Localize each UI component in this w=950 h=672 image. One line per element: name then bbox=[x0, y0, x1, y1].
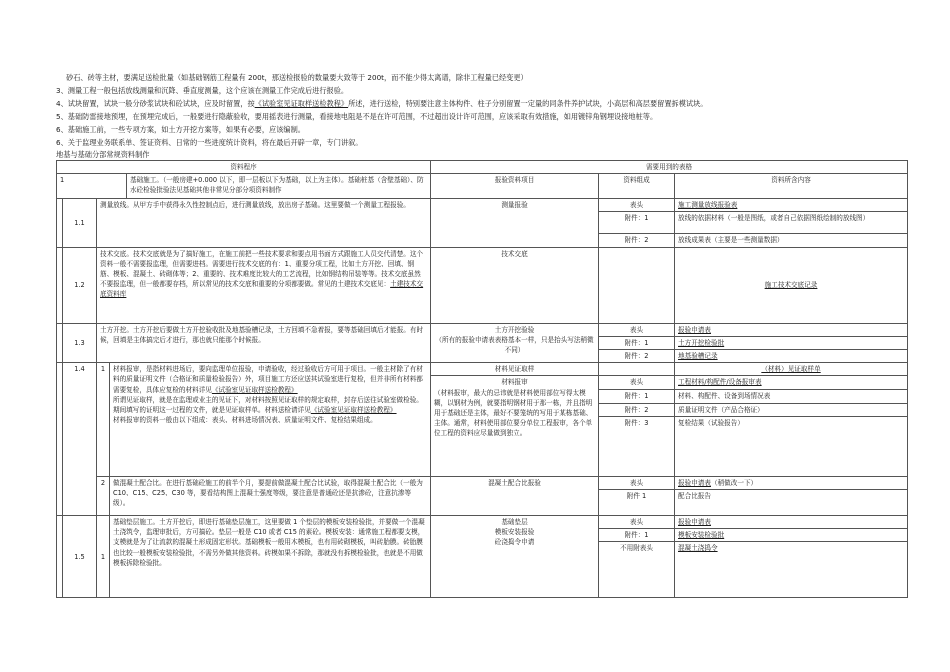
item-content[interactable]: （材料）见证取样单 bbox=[675, 363, 908, 376]
section-row bbox=[57, 174, 908, 199]
item-content[interactable]: 模板安装检验批 bbox=[675, 529, 908, 542]
item-content[interactable]: 报验申请表 bbox=[675, 323, 908, 336]
intro-line-3-a: 4、试块留置，试块一般分砂浆试块和砼试块，应及时留置，按 bbox=[56, 99, 255, 108]
report-form-link[interactable]: 报验申请表 bbox=[678, 478, 711, 487]
item-content: 质量证明文件（产品合格证） bbox=[675, 403, 908, 416]
tech-disclosure-library-link[interactable]: 土建技术交底资料库 bbox=[100, 280, 424, 299]
foundation-docs-table bbox=[56, 160, 908, 598]
intro-line-3-b: 所述，进行送检，特别要注意主体构件、柱子分别留置一定量的同条件养护试块，小高层和高层要留置拆模试块。 bbox=[348, 99, 708, 108]
table-row bbox=[57, 516, 908, 529]
procedure-text: 基础垫层施工。土方开挖后，即进行基础垫层施工，这里要做 1 个垫层的模板安装检验批，并要做一个混凝土浇筑令，监理审批后，方可搞砼。垫层一般是 C10 或者 C15 的素砼。模板安装：通常施工程都要支模，支模就是为了让流款的混凝土形成固定形状。基础模板一般用木模板，也有用砖砌模板，叫砖胎膜。砖胎膜也比较一般模板安装检验批，不需另外做其他资料。砖模如果不拆除，那就没有拆模检验批，也就是不用做模板拆除检验批。 bbox=[110, 516, 431, 598]
row-id: 1.1 bbox=[63, 199, 97, 247]
item-content[interactable]: 地基验槽记录 bbox=[675, 350, 908, 363]
item-content[interactable]: 土方开挖检验批 bbox=[675, 336, 908, 349]
item-label: 附件：2 bbox=[599, 403, 675, 416]
procedure-text-main: 技术交底。技术交底就是为了搞好施工，在施工前把一些技术要求和要点用书面方式跟施工人员交代清楚。这个资料一般不需要报监理，但需要进档。需要进行技术交底的有：1、重要分项工程，比如土方开挖、回填、钢筋、模板、混凝土、砖砌体等；2、重要的、技术难度比较大的工艺流程，比如钢结构吊装等等。技术交底虽然不要报监理，但一般都要存档，所以常见的技术交底和重要的分项都要做。常见的土建技术交底见： bbox=[100, 249, 424, 289]
composition-header: 资料组成 bbox=[599, 174, 675, 199]
report-item-note: （材料报审，最大的忌讳就是材料使用部位写得太模糊，以钢材为例，就要指明钢材用于那一栋，并且指明用于基础还是主体，最好不要笼统的写用于某栋基础、主体。通常，材料使用部位要分单位工程报审，各个单位工程的资料应尽量做到独立。 bbox=[434, 388, 593, 438]
content-header: 资料所含内容 bbox=[675, 174, 908, 199]
row-id: 1.5 bbox=[63, 516, 97, 598]
item-suffix: （稍做改一下） bbox=[710, 478, 758, 487]
report-item-title: 基础垫层 bbox=[501, 518, 528, 527]
sub-id: 2 bbox=[97, 476, 110, 515]
procedure-text bbox=[97, 247, 431, 323]
sample-inspection-link[interactable]: 《试验室见证取样送检教程》 bbox=[310, 406, 397, 415]
table-row bbox=[57, 323, 908, 336]
intro-line-5: 6、基础施工前，一些专项方案，如土方开挖方案等，如果有必要，应该编制。 bbox=[56, 125, 305, 134]
row-id: 1.3 bbox=[63, 323, 97, 363]
item-label: 附件：1 bbox=[599, 212, 675, 234]
table-row bbox=[57, 476, 908, 489]
intro-line-6: 6、关于监理业务联系单、签证资料、日常的一些进度统计资料，将在最后开辟一章，专门讲叙。 bbox=[56, 138, 363, 147]
item-label: 附件：1 bbox=[599, 336, 675, 349]
procedure-text: 材料报审，是指材料进场后，要向监理单位报验，申请验收，经过验收后方可用于项目。一般主材除了有材料的质量证明文件（合格证和质量检验报告）外，项目施工方还应送其试验室进行复检，但并非所有材料都需要复检，具体应复检的材料详见《试验室见证取样送检教程》 所谓见证取样，就是在监理或业主的见证下，对材料按照见证取样的规定取样，封存后送往试验室做检验。期间填写的证明这一过程的文件，就是见证取样单。材料送检请详见《试验室见证取样送检教程》 材料报审的资料一般由以下组成：表头、材料进场情况表、质量证明文件、复检结果组成。 bbox=[110, 363, 431, 477]
report-item bbox=[431, 376, 599, 476]
item-content: 材料、构配件、设备到场情况表 bbox=[675, 389, 908, 403]
report-item-note: （所有的报验申请表表格基本一样，只是抬头写法稍微不同） bbox=[435, 335, 594, 355]
row-id: 1.4 bbox=[63, 363, 97, 516]
intro-line-4: 5、基础防雷接地预埋，在预埋完成后，一般要进行隐蔽验收，要用摇表进行测量，看接地电阻是不是在许可范围，不过超出设计许可范围，应该采取有效措施，如用镀锌角钢埋设接地桩等。 bbox=[56, 112, 658, 121]
table-row bbox=[57, 363, 908, 376]
needed-forms-header: 需要用到的表格 bbox=[431, 161, 908, 174]
item-content: 配合比报告 bbox=[675, 490, 908, 516]
report-item-title-3: 砼浇捣令申请 bbox=[494, 538, 535, 547]
table-row bbox=[57, 199, 908, 212]
report-item-title: 材料报审 bbox=[501, 378, 528, 387]
item-content bbox=[675, 476, 908, 489]
item-label: 表头 bbox=[599, 376, 675, 389]
report-item-header: 报验资料项目 bbox=[431, 174, 599, 199]
report-item-title-2: 模板安装报验 bbox=[494, 528, 535, 537]
section-text: 基础施工。（一般房建+0.000 以下，即一层板以下为基础，以上为主体）。基础桩基（含壁基础）、防水砼检验批验法见基础其他非常见分部分项资料制作 bbox=[127, 174, 431, 199]
sample-inspection-link[interactable]: 《试验室见证取样送检教程》 bbox=[211, 385, 298, 394]
sub-id: 1 bbox=[97, 516, 110, 598]
report-item: 测量报验 bbox=[431, 199, 599, 247]
report-item: 材料见证取样 bbox=[431, 363, 599, 376]
item-label: 表头 bbox=[599, 323, 675, 336]
item-label: 表头 bbox=[599, 476, 675, 489]
table-header-row bbox=[57, 161, 908, 174]
report-item: 技术交底 bbox=[431, 247, 599, 323]
item-label: 附件：2 bbox=[599, 350, 675, 363]
item-content[interactable]: 工程材料/构配件/设备报审表 bbox=[675, 376, 908, 389]
sample-inspection-link[interactable]: 《试验室见证取样送检教程》 bbox=[254, 99, 349, 108]
procedure-text: 做混凝土配合比。在进行基础砼施工的前半个月，要提前做混凝土配合比试验，取得混凝土配合比（一般为 C10、C15、C25、C30 等，要看结构图上混凝土强度等级，要注意是普通砼还是抗渗砼，注意抗渗等级）。 bbox=[110, 476, 431, 515]
item-label: 附件：1 bbox=[599, 529, 675, 542]
intro-line-2: 3、测量工程一般包括放线测量和沉降、垂直度测量，这个应该在测量工作完成后进行报验。 bbox=[56, 86, 349, 95]
intro-line-1: 砂石、砖等主材，要满足送检批量（如基础钢筋工程量有 200t，那送检报验的数量要大致等于 200t，而不能少得太离谱，除非工程量已经变更） bbox=[66, 73, 528, 82]
section-number: 1 bbox=[57, 174, 127, 199]
item-content: 复检结果（试验报告） bbox=[675, 416, 908, 476]
report-item bbox=[431, 323, 599, 363]
item-content: 放线成果表（主要是一些测量数据） bbox=[675, 234, 908, 247]
item-label: 附件：2 bbox=[599, 234, 675, 247]
row-id: 1.2 bbox=[63, 247, 97, 323]
report-item bbox=[431, 516, 599, 598]
procedure-text: 土方开挖。土方开挖后要做土方开挖验收批及地基验槽记录，土方回填不急着报，要等基础回填后才能报。有时候，回填是主体搞完后才进行，那也就只能那个时候报。 bbox=[97, 323, 431, 363]
intro-line-3 bbox=[56, 98, 707, 109]
item-content[interactable]: 报验申请表 bbox=[675, 516, 908, 529]
item-label: 附件 1 bbox=[599, 490, 675, 516]
item-label: 附件：3 bbox=[599, 416, 675, 476]
item-label: 表头 bbox=[599, 516, 675, 529]
item-content[interactable]: 施工测量放线报验表 bbox=[675, 199, 908, 212]
report-item-title: 土方开挖验验 bbox=[494, 325, 535, 334]
item-label: 附件：1 bbox=[599, 389, 675, 403]
item-label: 表头 bbox=[599, 199, 675, 212]
procedure-text: 测量放线。从甲方手中获得永久性控制点后，进行测量放线，放出房子基础。这里要做一个测量工程报验。 bbox=[97, 199, 431, 247]
item-content: 放线的依据材料（一般是图纸，或者自己依据图纸绘制的放线图） bbox=[675, 212, 908, 234]
table-caption: 地基与基础分部常规资料制作 bbox=[56, 150, 150, 159]
report-item: 混凝土配合比报验 bbox=[431, 476, 599, 515]
item-content[interactable]: 混凝土浇捣令 bbox=[675, 542, 908, 598]
table-row bbox=[57, 247, 908, 323]
procedure-header: 资料程序 bbox=[57, 161, 431, 174]
sub-id: 1 bbox=[97, 363, 110, 477]
tech-disclosure-record-link[interactable]: 施工技术交底记录 bbox=[675, 247, 908, 323]
item-label: 不用附表头 bbox=[599, 542, 675, 598]
